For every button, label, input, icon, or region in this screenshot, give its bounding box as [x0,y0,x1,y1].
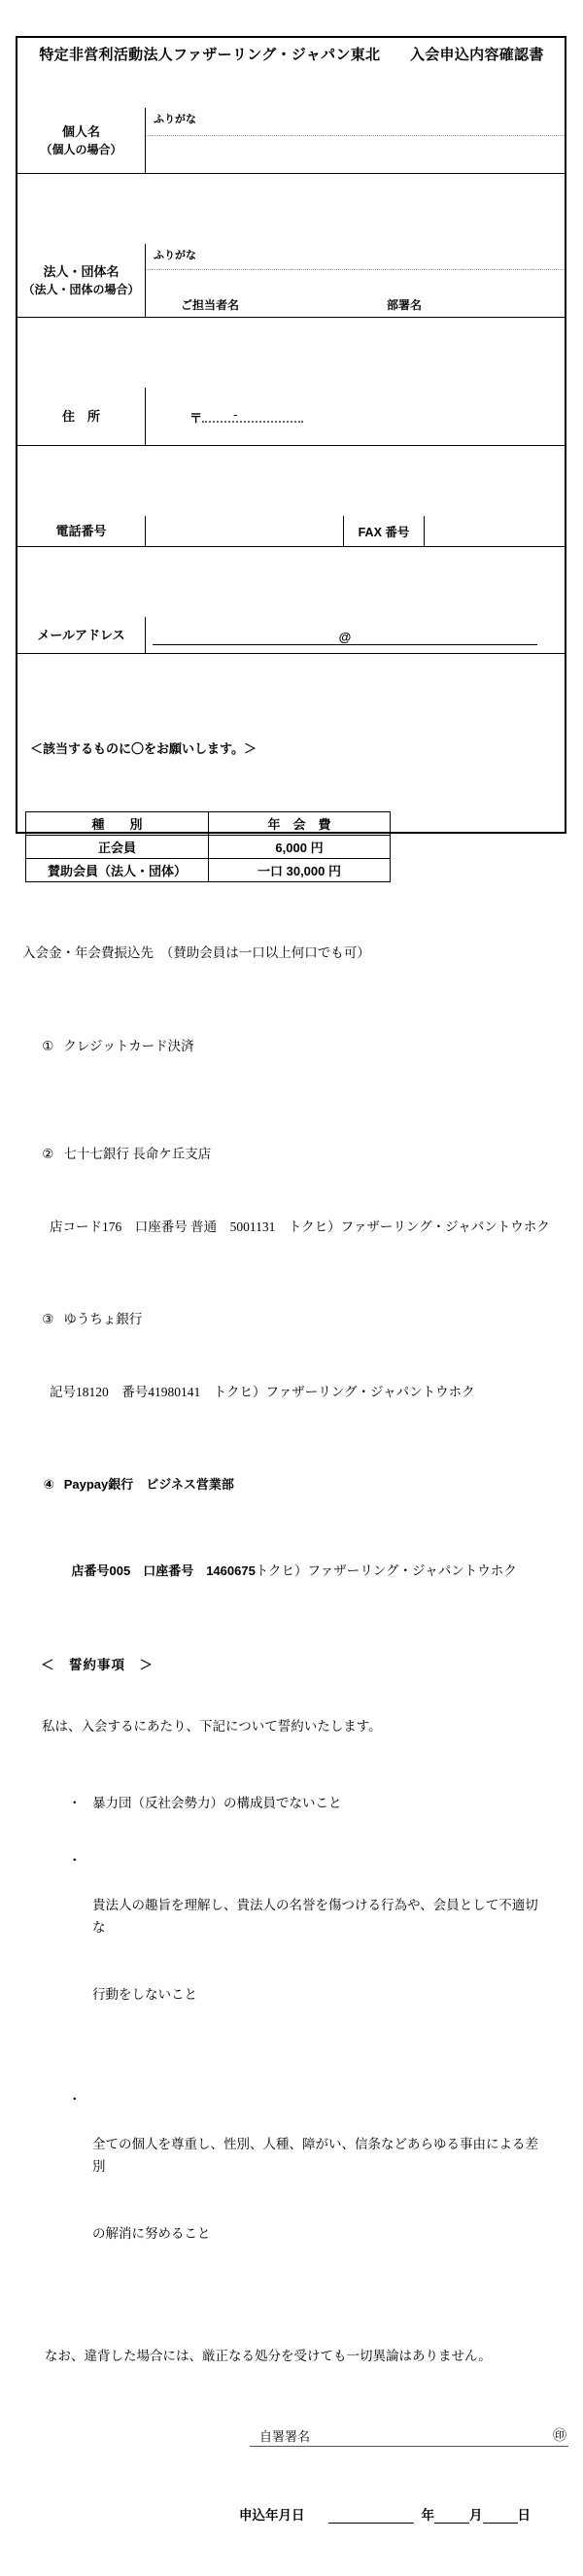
row-phone-fax [17,516,565,547]
pledge-bullet-2-text [92,1849,544,2050]
address-label [17,388,146,445]
personal-name-label-line1: 個人名 [61,123,100,139]
personal-furigana-label: ふりがな [146,108,565,136]
pledge-bullet-3-line2: の解消に努めること [92,2226,211,2241]
fee-amount-supporting: 一口 30,000 円 [209,859,391,882]
phone-label [17,516,146,546]
pledge-bullet-2 [68,1849,565,2050]
corporate-name-blank [146,270,565,296]
fee-amount-regular: 6,000 円 [209,836,391,859]
personal-name-label [17,108,146,173]
email-field [146,617,565,653]
phone-value-blank [146,516,344,546]
day-label: 日 [517,2508,531,2523]
contact-person-label: ご担当者名 [181,298,240,312]
fee-header-type: 種 別 [26,812,209,836]
bullet-dot: ・ [68,2092,82,2107]
postal-code-dash: - [233,407,238,422]
option-name-credit: クレジットカード決済 [63,1039,194,1053]
email-label-text: メールアドレス [37,627,125,642]
date-label: 申込年月日 [239,2508,305,2523]
payment-option-77bank [22,1127,565,1178]
pledge-bullet-2-line1: 貴法人の趣旨を理解し、貴法人の名誉を傷つける行為や、会員として不適切な [92,1898,538,1935]
postal-code-line [146,388,565,441]
email-label [17,617,146,653]
option-name-paypay: Paypay銀行 ビジネス営業部 [63,1477,234,1492]
month-label: 月 [469,2508,483,2523]
corporate-contact-row [146,296,565,317]
payment-detail-paypay [50,1545,565,1594]
option-name-77bank: 七十七銀行 長命ケ丘支店 [63,1147,212,1161]
row-corporate-name [17,244,565,318]
fee-table-row-regular [26,836,391,859]
pledge-bullet-3 [68,2088,565,2289]
pledge-bullet-1-text: 暴力団（反社会勢力）の構成員でないこと [92,1796,342,1810]
personal-name-field [146,108,565,173]
fee-table-header-row [26,812,391,836]
fee-type-regular: 正会員 [26,836,209,859]
postal-mark: 〒 [189,411,203,426]
payment-option-yucho [22,1292,565,1343]
fax-label: FAX 番号 [344,516,425,546]
option-number-1: ① [42,1039,54,1053]
row-address [17,388,565,446]
row-personal-name [17,108,565,174]
paypay-account-numbers: 店番号005 口座番号 1460675 [71,1563,256,1578]
payment-detail-yucho: 記号18120 番号41980141 トクヒ）ファザーリング・ジャパントウホク [50,1385,475,1399]
pledge-bullet-3-line1: 全ての個人を尊重し、性別、人種、障がい、信条などあらゆる事由による差別 [92,2137,538,2174]
pledge-heading: ＜ 誓約事項 ＞ [41,1658,154,1672]
pledge-bullet-2-line2: 行動をしないこと [92,1987,197,2002]
department-label: 部署名 [387,298,423,312]
option-name-yucho: ゆうちょ銀行 [63,1312,143,1326]
bullet-dot: ・ [68,1853,82,1868]
fee-type-supporting: 賛助会員（法人・団体） [26,859,209,882]
circle-instruction: ＜該当するものに〇をお願いします。＞ [30,741,257,756]
address-field [146,388,565,445]
date-day-blank [483,2508,518,2524]
seal-mark: ㊞ [553,2429,566,2444]
fee-table-row-supporting [26,859,391,882]
option-number-3: ③ [42,1312,54,1326]
fax-value-blank [425,516,565,546]
date-month-blank [434,2508,469,2524]
fee-table [25,811,391,882]
date-year-blank [328,2508,414,2524]
corporate-name-label [17,244,146,317]
signature-label: 自署署名 [259,2429,311,2444]
corporate-furigana-label: ふりがな [146,244,565,270]
payment-option-paypay [22,1460,565,1507]
postal-code-dotted-line [202,407,303,423]
personal-name-label-line2: （個人の場合） [40,142,122,156]
pledge-bullet-3-text [92,2088,544,2289]
address-label-text: 住 所 [61,408,100,424]
signature-row [250,2425,568,2447]
application-date-row [239,2507,565,2524]
email-write-line: @ [153,630,537,645]
corporate-name-label-line2: （法人・団体の場合） [22,282,140,296]
row-email [17,617,565,654]
form-outer-box [16,36,566,2523]
payment-option-credit [22,1019,565,1070]
fee-header-amount: 年 会 費 [209,812,391,836]
paypay-account-holder: トクヒ）ファザーリング・ジャパントウホク [255,1563,517,1578]
option-number-4: ④ [43,1477,54,1492]
corporate-name-label-line1: 法人・団体名 [43,263,120,279]
pledge-bullet-1 [68,1792,565,1814]
payment-heading: 入会金・年会費振込先 （賛助会員は一口以上何口でも可） [22,945,370,960]
pledge-closing: なお、違背した場合には、厳正なる処分を受けても一切異論はありません。 [45,2349,492,2363]
phone-label-text: 電話番号 [55,523,107,538]
personal-name-blank [146,136,565,173]
bullet-dot: ・ [68,1796,82,1810]
option-number-2: ② [42,1147,54,1161]
corporate-name-field [146,244,565,317]
year-label: 年 [421,2508,434,2523]
pledge-intro: 私は、入会するにあたり、下記について誓約いたします。 [42,1719,382,1734]
page-title: 特定非営利活動法人ファザーリング・ジャパン東北 入会申込内容確認書 [39,47,544,63]
payment-detail-77bank: 店コード176 口座番号 普通 5001131 トクヒ）ファザーリング・ジャパントウホク [50,1219,550,1234]
